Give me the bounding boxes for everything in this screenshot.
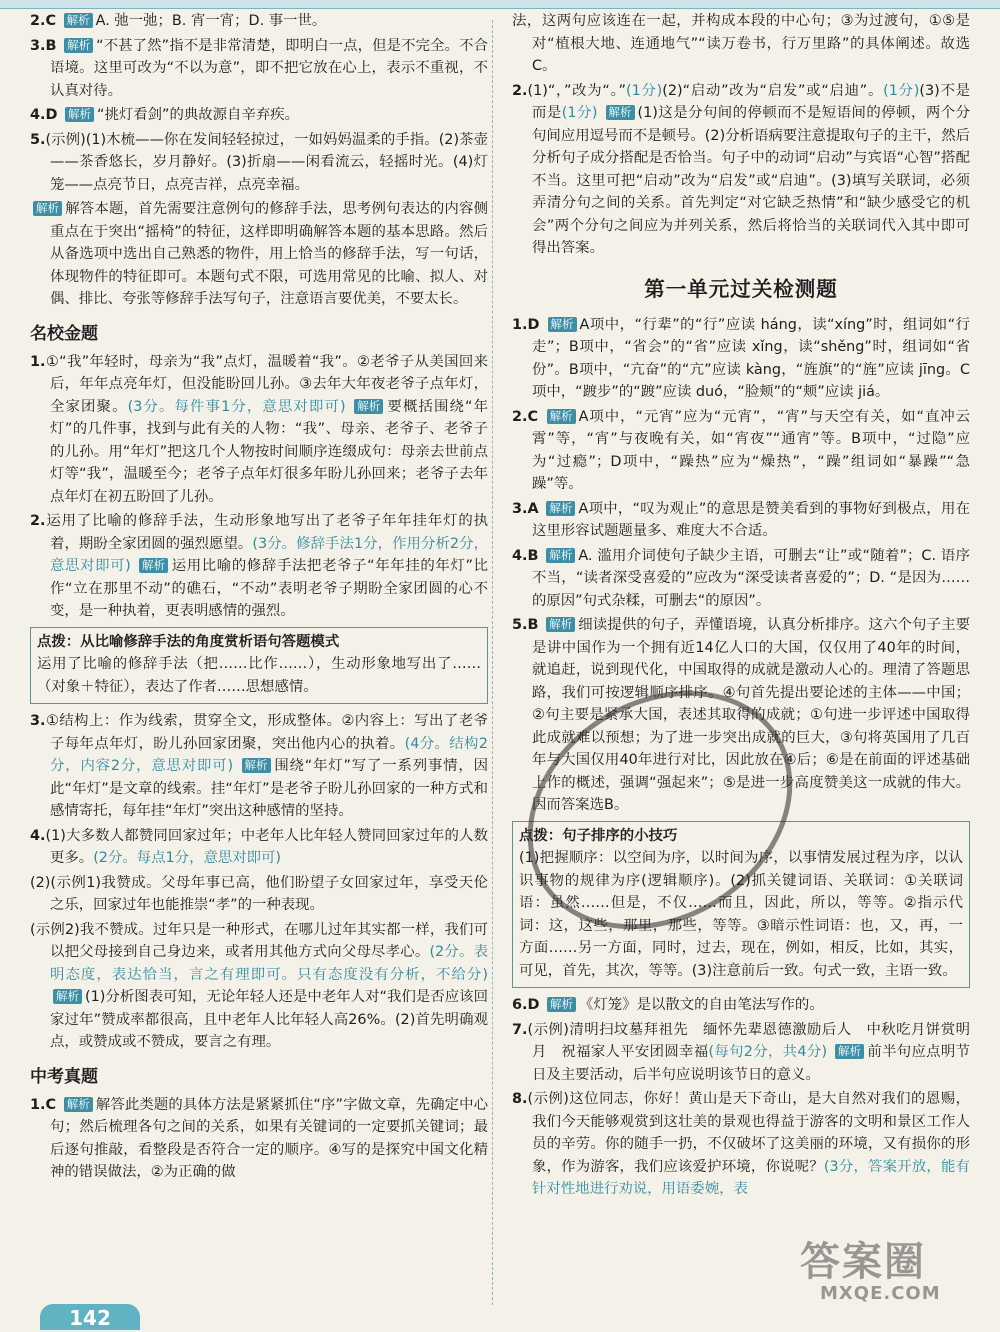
answer-item: 3.A 解析 A项中，“叹为观止”的意思是赞美看到的事物好到极点，用在这里形容试题题量多、难度大不合适。 (512, 500, 970, 539)
answer-item: 7.(示例)清明扫坟墓拜祖先 缅怀先辈恩德激励后人 中秋吃月饼赏明月 祝福家人平安团圆幸福(每句2分，共4分) 解析 前半句应点明节日及主要活动，后半句应说明该节日的意义。 (512, 1021, 970, 1083)
answer-subitem: (2)(示例1)我赞成。父母年事已高，他们盼望子女回家过年，享受天伦之乐，回家过年也能推崇“孝”的一种表现。 (30, 874, 488, 913)
score-note: (2分。每点1分，意思对即可) (93, 850, 282, 866)
analysis-tag: 解析 (546, 617, 575, 632)
score-note: (2分。表明态度，表达恰当，言之有理即可。只有态度没有分析，不给分) (50, 944, 488, 983)
answer-item: 2.(1)“，”改为“。”(1分)(2)“启动”改为“启发”或“启迪”。(1分)(3)不是 而是(1分) 解析 (1)这是分句间的停顿而不是短语间的停顿，两个分句间应用逗号而不是顿号。(2)分析语病要注意提取句子的主干，然后分析句子成分搭配是否恰当。句子中的动词“启动”与宾语“心智”搭配不当。这里可把“启动”改为“启发”或“启迪”。(3)填写关联词，必须弄清分句之间的关系。首先判定“对它缺乏热情”和“缺少感受它的机会”两个分句之间应为并列关系，然后将恰当的关联词代入其中即可得出答案。 (512, 82, 985, 256)
left-column (30, 10, 488, 1186)
analysis-tag: 解析 (64, 1097, 93, 1112)
analysis-tag: 解析 (53, 989, 82, 1004)
analysis-tag: 解析 (548, 317, 577, 332)
analysis-tag: 解析 (547, 997, 576, 1012)
analysis-tag: 解析 (606, 105, 635, 120)
answer-item: 2.C 解析 A项中，“元宵”应为“元宵”，“宵”与天空有关，如“直冲云霄”等，“宵”与夜晚有关，如“宵夜”“通宵”等。B项中，“过隐”应为“过瘾”；D项中，“躁热”应为“燥热”，“躁”组词如“暴躁”“急躁”等。 (512, 408, 970, 492)
answer-item: 8.(示例)这位同志，你好！黄山是天下奇山，是大自然对我们的恩赐，我们今天能够观赏到这壮美的景观也得益于游客的文明和景区工作人员的辛劳。你的随手一扔，不仅破坏了这美丽的环境，又有损你的形象，作为游客，我们应该爱护环境，你说呢？(3分，答案开放，能有针对性地进行劝说，用语委婉，表 (512, 1091, 970, 1197)
continued-text: 法，这两句应该连在一起，并构成本段的中心句；③为过渡句，①⑤是对“植根大地、连通地气”“读万卷书，行万里路”的具体阐述。故选C。 (512, 13, 970, 74)
analysis-tag: 解析 (546, 548, 575, 563)
answer-item: 3.B 解析 “不甚了然”指不是非常清楚，即明白一点，但是不完全。不合语境。这里可改为“不以为意”，即不把它放在心上，表示不重视，不认真对待。 (30, 37, 488, 99)
answer-item: 1.①“我”年轻时，母亲为“我”点灯，温暖着“我”。②老爷子从美国回来后，年年点亮年灯，但没能盼回儿孙。③去年大年夜老爷子点年灯，全家团聚。(3分。每件事1分，意思对即可) 解析 要概括围绕“年灯”的几件事，找到与此有关的人物：“我”、母亲、老爷子、老爷子的儿孙。用“年灯”把这几个人物按时间顺序连缀成句：母亲去世前点灯等“我”，温暖至今；老爷子点年灯很多年盼儿孙回来；老爷子去年点年灯在初五盼回了儿孙。 (30, 353, 488, 505)
section-title: 名校金题 (30, 323, 98, 344)
answer-item: 6.D 解析 《灯笼》是以散文的自由笔法写作的。 (512, 997, 824, 1013)
analysis-tag: 解析 (64, 13, 93, 28)
tip-body: 运用了比喻的修辞手法（把……比作……），生动形象地写出了……（对象＋特征），表达了作者……思想感情。 (37, 656, 481, 695)
answer-item: 3.①结构上：作为线索，贯穿全文，形成整体。②内容上：写出了老爷子每年点年灯，盼儿孙回家团聚，突出他内心的执着。(4分。结构2分，内容2分，意思对即可) 解析 围绕“年灯”写了一系列事情，因此“年灯”是文章的线索。挂“年灯”是老爷子盼儿孙回家的一种方式和感情寄托，每年挂“年灯”突出这种感情的坚持。 (30, 713, 488, 819)
score-note: (4分。结构2分，内容2分，意思对即可) (50, 735, 488, 774)
tip-box (512, 821, 970, 989)
top-border (0, 0, 1000, 9)
answer-item: 5.(示例)(1)木梳——你在发间轻轻掠过，一如妈妈温柔的手指。(2)茶壶——茶香悠长，岁月静好。(3)折扇——闲看流云，轻摇时光。(4)灯笼——点亮节日，点亮吉祥，点亮幸福。 (30, 131, 488, 193)
column-divider (492, 20, 493, 1305)
unit-title: 第一单元过关检测题 (644, 276, 838, 301)
answer-item: 5.B 解析 细读提供的句子，弄懂语境，认真分析排序。这六个句子主要是讲中国作为一个拥有近14亿人口的大国，仅仅用了40年的时间，就追赶，说到现代化，中国取得的成就是激动人心的。理清了答题思路，我们可按逻辑顺序排序。④句首先提出要论述的主体——中国；②句主要是紧承大国，表述其取得的成就；①句进一步评述中国取得此成就难以预想；为了进一步突出成就的巨大，③句将英国用了几百年与大国仅用40年进行对比，因此放在④后；⑥是在前面的评述基础上作的概述，强调“强起来”；⑤是进一步高度赞美这一成就的伟大。因而答案选B。 (512, 617, 970, 813)
tip-body: (1)把握顺序：以空间为序，以时间为序，以事情发展过程为序，以认识事物的规律为序(逻辑顺序)。(2)抓关键词语、关联词：①关联词语：虽然……但是，不仅……而且，因此，所以，等等。②指示代词：这，这些，那里，那些，等等。③暗示性词语：也，又，再，一方面……另一方面，同时，过去，现在，例如，相反，比如，其实，可见，首先，其次，等等。(3)注意前后一致。句式一致，主语一致。 (519, 850, 963, 979)
answer-item: 2.运用了比喻的修辞手法，生动形象地写出了老爷子年年挂年灯的执着，期盼全家团圆的强烈愿望。(3分。修辞手法1分，作用分析2分，意思对即可) 解析 运用比喻的修辞手法把老爷子“年年挂的年灯”比作“立在那里不动”的礁石，“不动”表明老爷子期盼全家团圆的心不变，是一种执着，更表明感情的强烈。 (30, 513, 489, 619)
analysis-tag: 解析 (546, 501, 575, 516)
analysis-tag: 解析 (354, 399, 383, 414)
site-watermark (800, 1240, 990, 1320)
score-note: (1分) (561, 105, 598, 121)
analysis-tag: 解析 (64, 38, 93, 53)
watermark-cn: 答案圈 (800, 1239, 926, 1285)
analysis-tag: 解析 (33, 201, 62, 216)
watermark-en: MXQE.COM (820, 1283, 941, 1304)
page-number: 142 (40, 1304, 140, 1330)
analysis-tag: 解析 (547, 409, 576, 424)
tip-box (30, 627, 488, 705)
answer-item: 1.C 解析 解答此类题的具体方法是紧紧抓住“序”字做文章，先确定中心句；然后梳理各句之间的关系，如果有关键词的一定要抓关键词；最后逐句推敲，看整段是否符合一定的顺序。④写的是探究中国文化精神的错误做法，②为正确的做 (30, 1096, 489, 1180)
analysis-tag: 解析 (835, 1044, 864, 1059)
score-note: (3分。每件事1分，意思对即可) (127, 398, 346, 415)
analysis-tag: 解析 (242, 758, 271, 773)
tip-title: 点拨：从比喻修辞手法的角度赏析语句答题模式 (37, 633, 340, 650)
tip-title: 点拨：句子排序的小技巧 (519, 827, 678, 844)
score-note: (1分) (626, 82, 663, 99)
score-note: (3分，答案开放，能有针对性地进行劝说，用语委婉，表 (532, 1158, 970, 1197)
answer-item: 1.D 解析 A项中，“行辈”的“行”应读 háng，读“xíng”时，组词如“行走”；B项中，“省会”的“省”应读 xǐng，读“shěng”时，组词如“省份”。B项中，“亢奋”的“亢”应读 kàng，“旌旗”的“旌”应读 jīng。C项中，“踱步”的“踱”应读 duó，“脸颊”的“颊”应读 jiá。 (512, 316, 971, 400)
analysis-tag: 解析 (65, 107, 94, 122)
score-note: (3分。修辞手法1分，作用分析2分，意思对即可) (50, 535, 488, 574)
analysis-tag: 解析 (139, 558, 168, 573)
analysis-paragraph: 解析 解答本题，首先需要注意例句的修辞手法，思考例句表达的内容侧重点在于突出“摇椅”的特征，这样即明确解答本题的基本思路。然后从备选项中选出自己熟悉的物件，用上恰当的修辞手法，写一句话，体现物件的特征即可。本题句式不限，可选用常见的比喻、拟人、对偶、排比、夸张等修辞手法写句子，注意语言要优美，不要太长。 (30, 198, 488, 311)
answer-item: 2.C 解析 A. 弛一弛；B. 宵一宵；D. 事一世。 (30, 13, 327, 29)
section-title: 中考真题 (30, 1066, 98, 1087)
score-note: (每句2分，共4分) (708, 1044, 828, 1060)
score-note: (1分) (883, 82, 920, 99)
answer-item: 4.B 解析 A. 滥用介词使句子缺少主语，可删去“让”或“随着”；C. 语序不当，“读者深受喜爱的”应改为“深受读者喜爱的”；D. “是因为……的原因”句式杂糅，可删去“的原因”。 (512, 547, 970, 609)
answer-item: 4.(1)大多数人都赞同回家过年；中老年人比年轻人赞同回家过年的人数更多。(2分。每点1分，意思对即可) (30, 827, 488, 866)
answer-subitem: (示例2)我不赞成。过年只是一种形式，在哪儿过年其实都一样，我们可以把父母接到自己身边来，或者用其他方式向父母尽孝心。(2分。表明态度，表达恰当，言之有理即可。只有态度没有分析，不给分) 解析 (1)分析图表可知，无论年轻人还是中老年人对“我们是否应该回家过年”赞成率都很高，且中老年人比年轻人高26%。(2)首先明确观点，或赞成或不赞成，要言之有理。 (30, 921, 488, 1050)
answer-item: 4.D 解析 “挑灯看剑”的典故源自辛弃疾。 (30, 107, 300, 123)
right-column (512, 10, 985, 1203)
